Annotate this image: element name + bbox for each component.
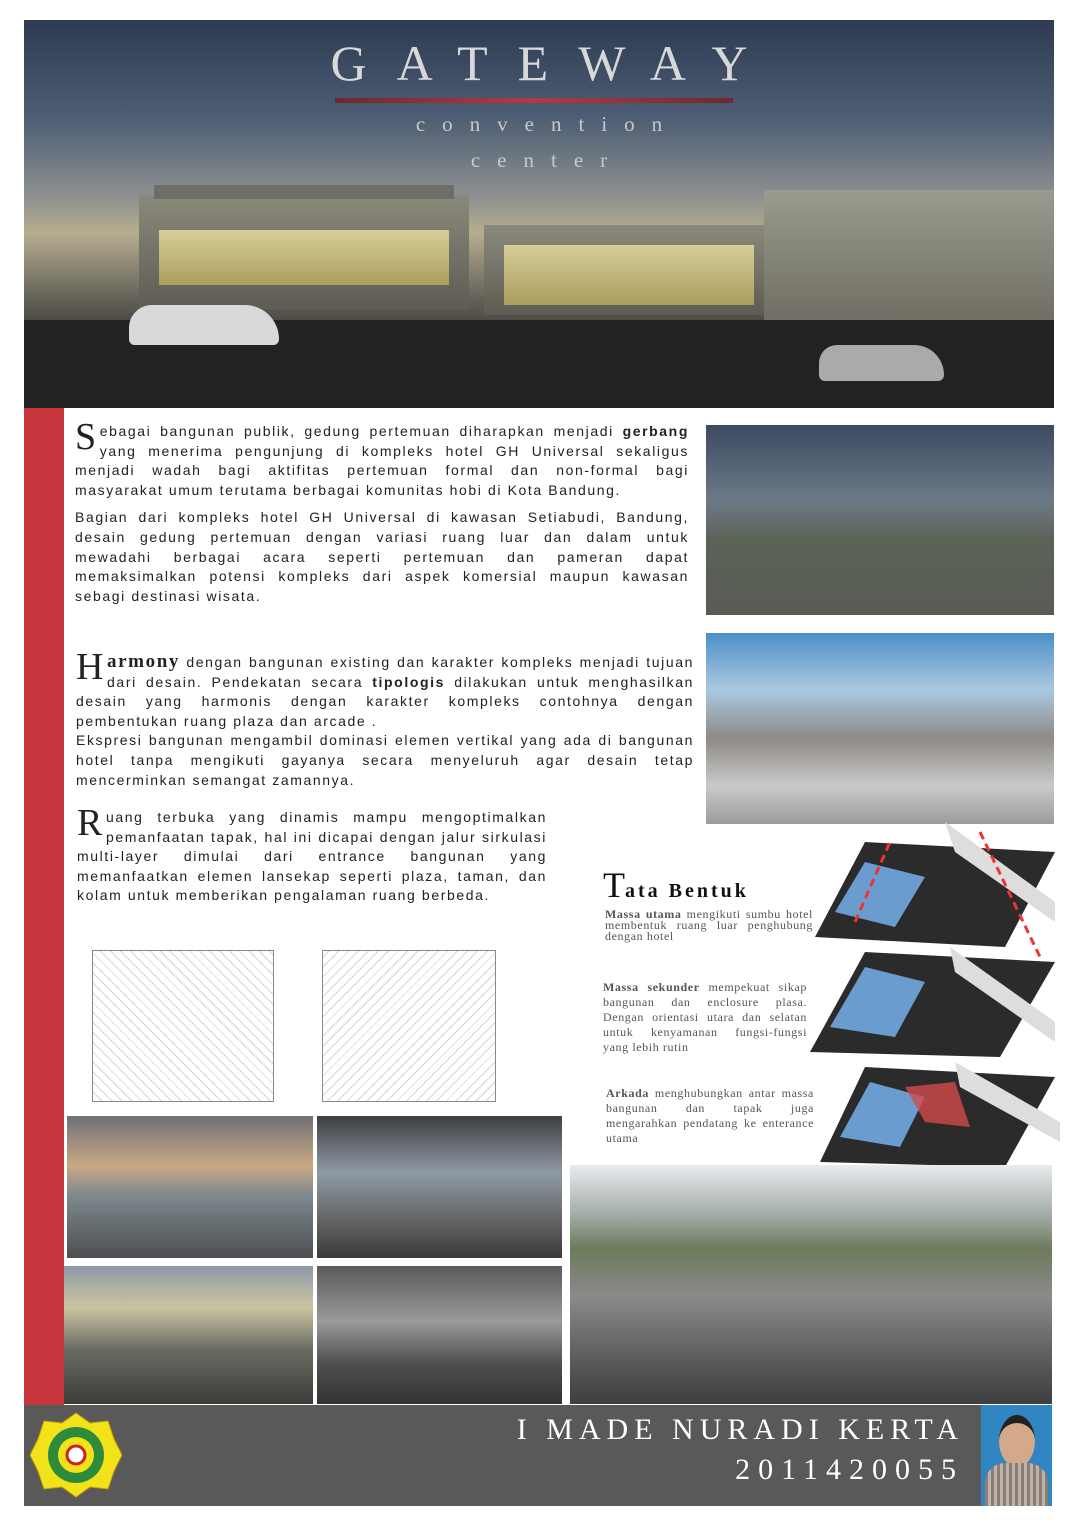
plaza-render [706, 425, 1054, 615]
tata-bentuk-title [603, 864, 749, 906]
ruang-paragraph [77, 802, 547, 906]
author-name: I MADE NURADI KERTA [516, 1413, 964, 1446]
text: ebagai bangunan publik, gedung pertemuan diharapkan menjadi [99, 423, 623, 439]
drop-cap: S [75, 416, 98, 458]
text: mengikuti sumbu hotel membentuk ruang luar penghubung dengan hotel [605, 907, 813, 943]
text: menghubungkan antar massa bangunan dan tapak juga mengarahkan pendatang ke enterance utama [606, 1086, 814, 1145]
diagram-3 [820, 1062, 1060, 1167]
shirt [985, 1463, 1048, 1506]
bold-text: Arkada [606, 1086, 649, 1100]
harmony-paragraph-1 [76, 646, 694, 731]
drop-cap: R [77, 802, 104, 844]
hero-render [24, 20, 1054, 408]
heading-text: ata Bentuk [625, 880, 749, 902]
diagram-1 [815, 822, 1055, 957]
face [999, 1415, 1035, 1467]
floor-plan-2 [322, 950, 496, 1102]
tata-bentuk-item-2 [603, 980, 807, 1055]
text: uang terbuka yang dinamis mampu mengoptimalkan pemanfaatan tapak, hal ini dicapai dengan jalur sirkulasi multi-layer dimulai dari entrance bangunan yang memanfaatkan elemen lansekap seperti plaza, taman, dan kolam untuk memberikan pengalaman ruang berbeda. [77, 809, 547, 904]
massing-diagrams [805, 822, 1060, 1167]
university-logo [30, 1411, 122, 1499]
bold-text: gerbang [622, 423, 689, 439]
accent-bar [24, 408, 64, 1405]
tata-bentuk-item-1 [605, 909, 813, 942]
interior-render-1 [67, 1116, 313, 1258]
arcade-render [317, 1266, 562, 1404]
bold-text: Massa sekunder [603, 980, 700, 994]
bold-text: tipologis [372, 673, 446, 690]
car [819, 345, 944, 381]
subtitle-convention: convention [415, 112, 680, 136]
car [129, 305, 279, 345]
harmony-section [76, 646, 694, 790]
author-photo [981, 1405, 1052, 1506]
courtyard-render [64, 1266, 313, 1404]
bold-text: armony [107, 651, 180, 672]
glazing [159, 230, 449, 285]
student-id: 2011420055 [735, 1453, 964, 1486]
subtitle-center: center [470, 148, 625, 172]
footer [24, 1405, 1052, 1506]
poster-title: GATEWAY [330, 35, 778, 91]
intro-section [75, 416, 689, 606]
text: mempekuat sikap bangunan dan enclosure plasa. Dengan orientasi utara dan selatan untuk kenyamanan fungsi-fungsi yang lebih rutin [603, 980, 807, 1054]
text: dilakukan untuk menghasilkan desain yang harmonis dengan karakter kompleks contohnya dengan pembentukan ruang plaza dan arcade . [76, 673, 694, 729]
glazing [504, 245, 754, 305]
building-right [764, 190, 1054, 340]
text: dengan bangunan existing dan karakter kompleks menjadi tujuan dari desain. Pendekatan secara [107, 654, 694, 690]
roof [154, 185, 454, 199]
tata-bentuk-item-3 [606, 1086, 814, 1146]
ruang-section [77, 802, 547, 906]
walkway-render [706, 633, 1054, 824]
drop-cap: T [603, 865, 625, 905]
intro-paragraph-2: Bagian dari kompleks hotel GH Universal di kawasan Setiabudi, Bandung, desain gedung pertemuan dengan variasi ruang luar dan dalam untuk mewadahi berbagai acara seperti pertemuan dan pameran dapat memaksimalkan potensi kompleks dari aspek komersial maupun kawasan sebagi destinasi wisata. [75, 509, 689, 604]
interior-render-2 [317, 1116, 562, 1258]
title-underline [335, 98, 733, 103]
text: yang menerima pengunjung di kompleks hotel GH Universal sekaligus menjadi wadah bagi aktifitas pertemuan formal dan non-formal bagi masyarakat umum terutama berbagai komunitas hobi di Kota Bandung. [75, 442, 689, 498]
aerial-render [570, 1165, 1052, 1404]
harmony-paragraph-2: Ekspresi bangunan mengambil dominasi elemen vertikal yang ada di bangunan hotel tanpa mengikuti gayanya secara menyeluruh agar desain tetap mencerminkan semangat zamannya. [76, 732, 694, 788]
floor-plan-1 [92, 950, 274, 1102]
bold-text: Massa utama [605, 907, 682, 921]
diagram-2 [810, 947, 1055, 1057]
intro-paragraph-1 [75, 416, 689, 500]
drop-cap: H [76, 646, 106, 688]
